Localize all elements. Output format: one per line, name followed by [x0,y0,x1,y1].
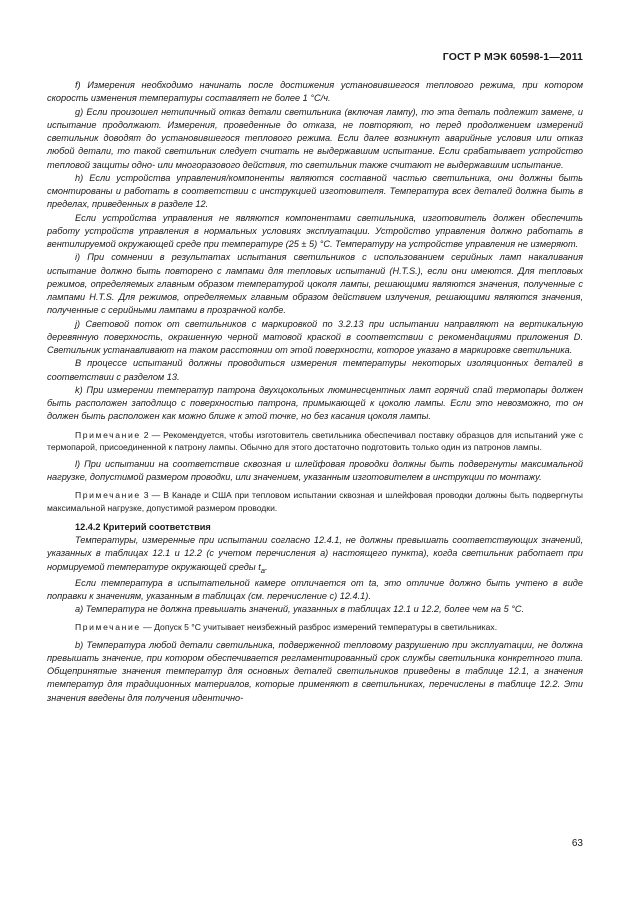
note-2-label: Примечание [75,429,141,440]
item-l-paragraph: l) При испытании на соответствие сквозная и шлейфовая проводки должны быть подвергнуты максимальной нагрузке, допустимой размером проводки, или значением, указанным изготовителем в инструкции по монтажу. [47,458,583,483]
criterion-paragraph-2: Если температура в испытательной камере отличается от ta, это отличие должно быть учтено в виде поправки к значениям, указанным в таблицах (см. перечисление c) 12.4.1). [47,577,583,601]
item-j-continuation: В процессе испытаний должны проводиться измерения температуры некоторых изоляционных деталей в соответствии с разделом 13. [47,358,583,382]
note-tolerance-text: — Допуск 5 °С учитывает неизбежный разброс измерений температуры в светильниках. [140,622,498,633]
item-g-paragraph: g) Если произошел нетипичный отказ детали светильника (включая лампу), то эта деталь подлежит замене, и испытание продолжают. Измерения, проведенные до отказа, не повторяют, но перед продолжением измерений светильник доводят до установившегося теплового режима. Если далее возникнут аварийные условия или отказ любой детали, то такой светильник следует считать не выдержавшим испытание. Если срабатывает устройство тепловой защиты одно- или многоразового действия, то светильник также считают не выдержавшим испытание. [47,106,583,170]
note-tolerance-label: Примечание [75,622,141,633]
item-k-paragraph: k) При измерении температур патрона двухцокольных люминесцентных ламп горячий спай термопары должен быть расположен заподлицо с поверхностью патрона, примыкающей к цоколю лампы. Если это невозможно, то он должен быть расположен как можно ближе к этой точке, но без касания цоколя лампы. [47,384,583,422]
page-number: 63 [571,838,583,849]
item-j-paragraph: j) Световой поток от светильников с маркировкой по 3.2.13 при испытании направляют на вертикальную деревянную поверхность, окрашенную черной матовой краской в соответствии с рекомендациями приложения D. Светильник устанавливают на таком расстоянии от этой поверхности, которое указано в маркировке светильника. [47,318,583,355]
page-body [47,79,583,705]
criterion-paragraph-1-end: . [265,561,268,572]
note-2-text: 2 — Рекомендуется, чтобы изготовитель светильника обеспечивал поставку образцов для испытаний уже с термопарой, присоединенной к патрону лампы. Обычно для этого достаточно подготовить только один из патронов лампы. [47,429,583,452]
note-3-text: 3 — В Канаде и США при тепловом испытании сквозная и шлейфовая проводки должны быть подвергнуты максимальной нагрузке, допустимой размером проводки. [47,490,583,513]
note-2 [47,429,583,453]
note-3-label: Примечание [75,490,141,501]
item-h-paragraph: h) Если устройства управления/компоненты являются составной частью светильника, они должны быть смонтированы и работать в соответствии с инструкцией изготовителя. Температура всех деталей должна быть в пределах, приведенных в разделе 12. [47,172,583,210]
note-tolerance [47,621,583,633]
criterion-paragraph-1-text: Температуры, измеренные при испытании согласно 12.4.1, не должны превышать соответствующих значений, указанных в таблицах 12.1 и 12.2 (с учетом перечисления a) настоящего пункта), когда светильник работает при нормируемой температуре окружающей среды t [47,535,583,572]
section-heading-12-4-2: 12.4.2 Критерий соответствия [75,521,211,532]
criterion-paragraph-1 [47,534,583,577]
item-b-paragraph: b) Температура любой детали светильника, подверженной тепловому разрушению при эксплуатации, не должна превышать значение, при котором обеспечивается регламентированный срок службы светильника конкретного типа. Общепринятые значения температур для основных деталей светильников приведены в таблице 12.1, а значения температур для традиционных материалов, которые применяют в светильниках, перечислены в таблице 12.2. Эти значения введены для получения идентично- [47,639,583,703]
document-code-header: ГОСТ Р МЭК 60598-1—2011 [442,51,583,63]
item-i-paragraph: i) При сомнении в результатах испытания светильников с использованием серийных ламп накаливания испытание должно быть повторено с лампами для тепловых испытаний (H.T.S.), если они имеются. Для тепловых режимов, определяемых главным образом температурой цоколя лампы, решающими являются значения, полученные с лампами H.T.S. Для режимов, определяемых главным образом действием излучения, решающими являются значения, полученные с серийными лампами в прозрачной колбе. [47,252,583,316]
ta-subscript: a [260,565,266,575]
item-h-continuation: Если устройства управления не являются компонентами светильника, изготовитель должен обеспечить работу устройств управления в нормальных условиях эксплуатации. Устройство управления должно работать в вентилируемой окружающей среде при температуре (25 ± 5) °С. Температуру на устройстве управления не измеряют. [47,212,583,249]
note-3 [47,489,583,513]
item-a-paragraph: a) Температура не должна превышать значений, указанных в таблицах 12.1 и 12.2, более чем на 5 °С. [75,604,525,615]
item-f-paragraph: f) Измерения необходимо начинать после достижения установившегося теплового режима, при котором скорость изменения температуры составляет не более 1 °С/ч. [47,80,583,104]
